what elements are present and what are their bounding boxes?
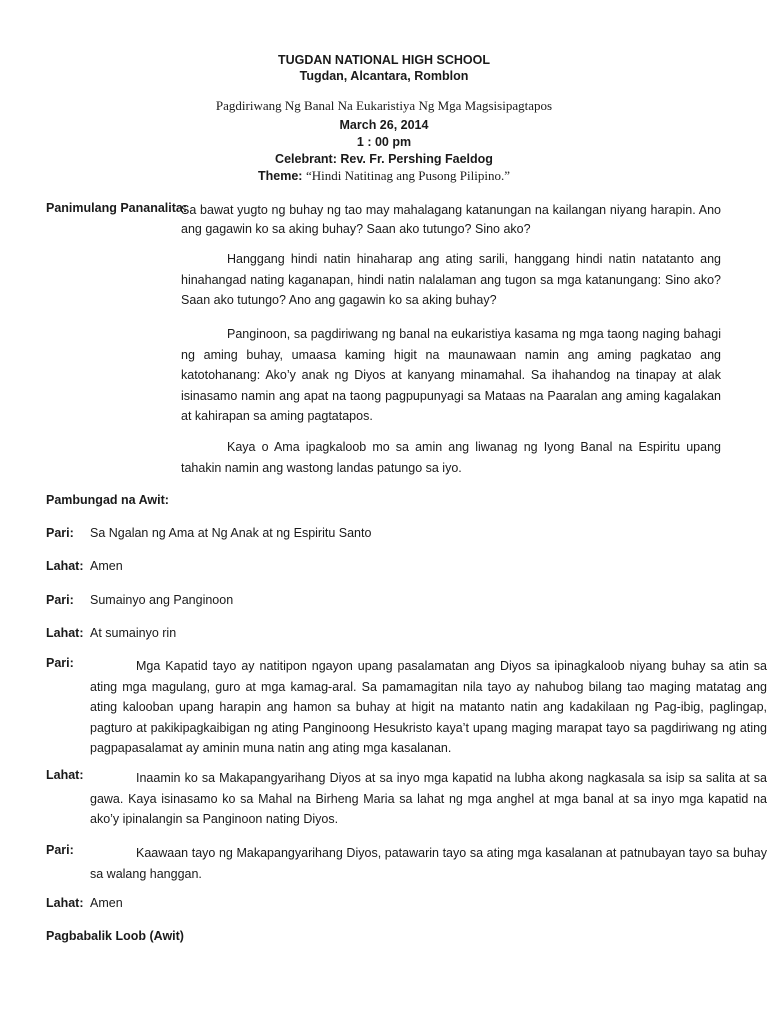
intro-paragraph-3: Panginoon, sa pagdiriwang ng banal na eukaristiya kasama ng mga taong naging bahagi ng aming buhay, umaasa kaming higit na maunawaan namin ang aming pagkatao ang katotohanang: Ako’y anak ng Diyos at kanyang minamahal. Sa ihahandog na tinapay at alak isinasamo namin ang apat na taong pagpupunyagi sa Mataas na Paaralan ang aming kagalakan at kahirapan sa aming pagtatapos.	[181, 327, 721, 423]
speaker-label: Pari:	[46, 593, 74, 607]
line-text: Amen	[90, 896, 123, 910]
event-date: March 26, 2014	[339, 118, 429, 132]
celebrant-line	[0, 150, 768, 168]
theme-text: “Hindi Natitinag ang Pusong Pilipino.”	[305, 168, 510, 183]
school-location: Tugdan, Alcantara, Romblon	[299, 69, 469, 83]
theme-line	[0, 167, 768, 185]
speaker-label: Pari:	[46, 526, 74, 540]
event-time: 1 : 00 pm	[356, 135, 412, 149]
block-text: Inaamin ko sa Makapangyarihang Diyos at sa inyo mga kapatid na lubha akong nagkasala sa isip sa salita at sa gawa. Kaya isinasamo ko sa Mahal na Birheng Maria sa lahat ng mga anghel at mga banal at sa inyo mga kapatid na ako’y ipinalangin sa Panginoon nating Diyos.	[90, 771, 767, 826]
intro-paragraph-2: Hanggang hindi natin hinaharap ang ating sarili, hanggang hindi natin natatanto ang hinahangad nating kaganapan, hindi natin nalalaman ang tugon sa mga katanungang: Sino ako? Saan ako tutungo? Ano ang gagawin ko sa aking buhay?	[181, 252, 721, 307]
speaker-label: Lahat:	[46, 768, 84, 782]
event-title: Pagdiriwang Ng Banal Na Eukaristiya Ng Mga Magsisipagtapos	[215, 98, 553, 113]
intro-paragraph-4: Kaya o Ama ipagkaloob mo sa amin ang liwanag ng Iyong Banal na Espiritu upang tahakin namin ang wastong landas patungo sa iyo.	[181, 440, 721, 475]
celebrant-label: Celebrant:	[275, 152, 337, 166]
speaker-label: Lahat:	[46, 626, 84, 640]
line-text: Sa Ngalan ng Ama at Ng Anak at ng Espiritu Santo	[90, 526, 372, 540]
opening-song-heading: Pambungad na Awit:	[46, 493, 169, 507]
line-text: Sumainyo ang Panginoon	[90, 593, 234, 607]
intro-label: Panimulang Pananalita:	[46, 201, 188, 215]
intro-paragraph-1: Sa bawat yugto ng buhay ng tao may mahalagang katanungan na kailangan niyang harapin. Ano ang gagawin ko sa aking buhay? Saan ako tutungo? Sino ako?	[181, 203, 721, 236]
line-text: At sumainyo rin	[90, 626, 177, 640]
speaker-label: Pari:	[46, 656, 74, 670]
line-text: Amen	[90, 559, 123, 573]
block-text: Kaawaan tayo ng Makapangyarihang Diyos, patawarin tayo sa ating mga kasalanan at patnubayan tayo sa buhay sa walang hanggan.	[90, 846, 767, 881]
speaker-label: Pari:	[46, 843, 74, 857]
speaker-label: Lahat:	[46, 559, 84, 573]
penitential-song-heading: Pagbabalik Loob (Awit)	[46, 929, 184, 943]
block-text: Mga Kapatid tayo ay natitipon ngayon upang pasalamatan ang Diyos sa ipinagkaloob niyang buhay sa atin sa ating mga magulang, guro at mga kamag-aral. Sa pamamagitan nila tayo ay nahubog bilang tao maging matatag ang ating kalooban upang harapin ang hamon sa buhay at higit na matanto natin ang kadakilaan ng Pag-ibig, paglingap, pagturo at pakikipagkaibigan ng ating Panginoong Hesukristo kaya’t upang maging marapat tayo sa pagdiriwang ng ating pagpapasalamat ay aminin muna natin ang ating mga kasalanan.	[90, 659, 767, 755]
celebrant-name: Rev. Fr. Pershing Faeldog	[340, 152, 493, 166]
school-name: TUGDAN NATIONAL HIGH SCHOOL	[277, 53, 491, 67]
theme-label: Theme:	[258, 169, 303, 183]
speaker-label: Lahat:	[46, 896, 84, 910]
